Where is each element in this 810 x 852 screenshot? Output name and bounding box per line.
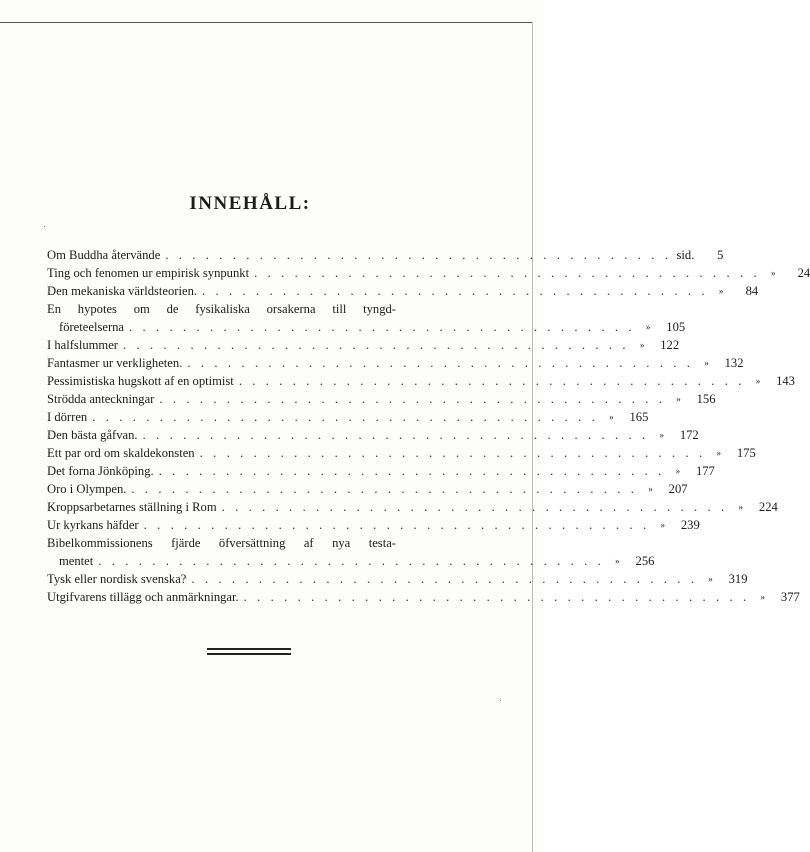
toc-entry: [47, 444, 756, 462]
toc-entry: [47, 516, 700, 534]
dot-leader: . . . . . . . . . . . . . . . . . . . . . . . . . . . . . . . . . . . . . .: [202, 284, 709, 298]
toc-entry: [47, 246, 724, 264]
toc-entry-title: Kroppsarbetarnes ställning i Rom: [47, 500, 217, 514]
page-number: 143: [776, 374, 795, 388]
dot-leader: . . . . . . . . . . . . . . . . . . . . . . . . . . . . . . . . . . . . . .: [158, 464, 665, 478]
toc-entry-title: Den bästa gåfvan.: [47, 428, 138, 442]
page-number: 122: [660, 338, 680, 352]
dot-leader: . . . . . . . . . . . . . . . . . . . . . . . . . . . . . . . . . . . . . .: [254, 266, 761, 280]
ditto-mark: »: [648, 484, 653, 494]
toc-entry-title: Ett par ord om skaldekonsten: [47, 446, 195, 460]
toc-entry: [47, 552, 655, 570]
dot-leader: . . . . . . . . . . . . . . . . . . . . . . . . . . . . . . . . . . . . . .: [98, 554, 605, 568]
page-number: 319: [728, 572, 748, 586]
toc-entry-title: Ur kyrkans häfder: [47, 518, 139, 532]
toc-entry: [47, 264, 810, 282]
page-number: 156: [696, 392, 716, 406]
top-border-line: [0, 22, 533, 23]
paper-speck: [44, 226, 45, 227]
toc-entry-title: Fantasmer ur verkligheten.: [47, 356, 183, 370]
toc-entry: [47, 480, 688, 498]
toc-entry-title: Oro i Olympen.: [47, 482, 127, 496]
paper-speck: [500, 700, 501, 701]
page-number: 256: [635, 554, 655, 568]
toc-entry: [47, 588, 800, 606]
dot-leader: . . . . . . . . . . . . . . . . . . . . . . . . . . . . . . . . . . . . . .: [199, 446, 706, 460]
ditto-mark: »: [609, 412, 614, 422]
toc-entry-title: I dörren: [47, 410, 88, 424]
dot-leader: . . . . . . . . . . . . . . . . . . . . . . . . . . . . . . . . . . . . . .: [159, 392, 666, 406]
dot-leader: . . . . . . . . . . . . . . . . . . . . . . . . . . . . . . . . . . . . . .: [187, 356, 694, 370]
ditto-mark: »: [615, 556, 620, 566]
toc-entry-title-continuation: mentet: [59, 554, 94, 568]
dot-leader: . . . . . . . . . . . . . . . . . . . . . . . . . . . . . . . . . . . . . .: [243, 590, 750, 604]
dot-leader: . . . . . . . . . . . . . . . . . . . . . . . . . . . . . . . . . . . . . .: [92, 410, 599, 424]
toc-entry-title: Bibelkommissionens fjärde öfversättning af nya testa-: [47, 536, 396, 550]
ditto-mark: »: [660, 520, 666, 530]
dot-leader: . . . . . . . . . . . . . . . . . . . . . . . . . . . . . . . . . . . . . .: [143, 518, 650, 532]
ditto-mark: »: [770, 268, 776, 278]
table-of-contents: [47, 246, 810, 606]
toc-entry: [47, 372, 795, 390]
ditto-mark: »: [738, 502, 744, 512]
ditto-mark: »: [716, 448, 721, 458]
toc-entry: [47, 282, 759, 300]
ditto-mark: »: [755, 376, 761, 386]
page-number: 377: [780, 590, 800, 604]
page-number: 207: [668, 482, 688, 496]
toc-entry-title: Strödda anteckningar: [47, 392, 155, 406]
page-number: 175: [736, 446, 756, 460]
dot-leader: . . . . . . . . . . . . . . . . . . . . . . . . . . . . . . . . . . . . . .: [123, 338, 630, 352]
dot-leader: . . . . . . . . . . . . . . . . . . . . . . . . . . . . . . . . . . . . . .: [221, 500, 728, 514]
toc-entry-title: Utgifvarens tillägg och anmärkningar.: [47, 590, 239, 604]
toc-entry-title: Det forna Jönköping.: [47, 464, 154, 478]
toc-entry-title: Tysk eller nordisk svenska?: [47, 572, 187, 586]
toc-entry-title: Om Buddha återvände: [47, 248, 161, 262]
toc-entry-title: En hypotes om de fysikaliska orsakerna till tyngd-: [47, 302, 396, 316]
ditto-mark: »: [639, 340, 645, 350]
dot-leader: . . . . . . . . . . . . . . . . . . . . . . . . . . . . . . . . . . . . . .: [131, 482, 638, 496]
dot-leader: . . . . . . . . . . . . . . . . . . . . . . . . . . . . . . . . . . . . . .: [129, 320, 636, 334]
toc-entry: [47, 426, 699, 444]
page-number: 177: [695, 464, 715, 478]
toc-entry: [47, 498, 778, 516]
toc-entry-title-continuation: företeelserna: [59, 320, 125, 334]
page-number: 239: [680, 518, 700, 532]
toc-entry: [47, 408, 649, 426]
page-number: 105: [666, 320, 686, 334]
dot-leader: . . . . . . . . . . . . . . . . . . . . . . . . . . . . . . . . . . . . . .: [142, 428, 649, 442]
page-number: 24: [797, 266, 810, 280]
page-number: 84: [745, 284, 759, 298]
page-number: 172: [679, 428, 699, 442]
toc-entry: [47, 354, 744, 372]
ditto-mark: »: [675, 466, 681, 476]
toc-entry: [47, 336, 680, 354]
dot-leader: . . . . . . . . . . . . . . . . . . . . . . . . . . . . . . . . . . . . . .: [165, 248, 672, 262]
toc-entry: [47, 570, 748, 588]
toc-entry-title: Den mekaniska världsteorien.: [47, 284, 198, 298]
ditto-mark: »: [708, 574, 713, 584]
toc-entry-title: Pessimistiska hugskott af en optimist: [47, 374, 234, 388]
ditto-mark: »: [718, 286, 724, 296]
dot-leader: . . . . . . . . . . . . . . . . . . . . . . . . . . . . . . . . . . . . . .: [191, 572, 698, 586]
page-number: 165: [629, 410, 649, 424]
page-number: 5: [717, 248, 724, 262]
ditto-mark: »: [659, 430, 664, 440]
page-title: INNEHÅLL:: [189, 193, 311, 214]
ditto-mark: »: [760, 592, 766, 602]
page-number: 132: [724, 356, 744, 370]
end-ornament-rule: [207, 648, 291, 655]
toc-entry: [47, 318, 686, 336]
toc-entry-title: I halfslummer: [47, 338, 118, 352]
ditto-mark: »: [645, 322, 651, 332]
dot-leader: . . . . . . . . . . . . . . . . . . . . . . . . . . . . . . . . . . . . . .: [238, 374, 745, 388]
toc-entry: [47, 390, 716, 408]
page-number: 224: [758, 500, 778, 514]
page-abbrev: sid.: [676, 248, 695, 262]
ditto-mark: »: [676, 394, 681, 404]
ditto-mark: »: [704, 358, 709, 368]
toc-entry-title: Ting och fenomen ur empirisk synpunkt: [47, 266, 250, 280]
toc-entry: [47, 462, 715, 480]
